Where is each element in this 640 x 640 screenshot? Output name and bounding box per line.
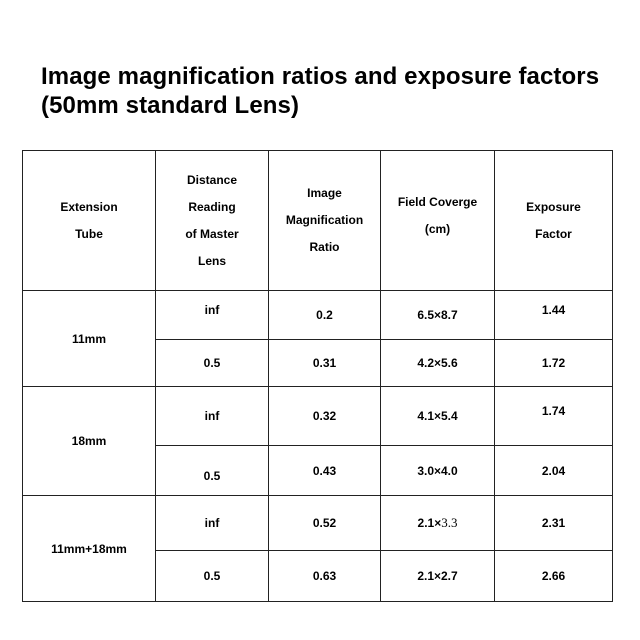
exposure-cell: 1.44 xyxy=(495,291,613,340)
field-cell: 2.1×3.3 xyxy=(381,496,495,551)
header-text: of Master xyxy=(185,226,239,241)
distance-cell: 0.5 xyxy=(156,551,269,602)
header-field-coverage xyxy=(381,151,495,291)
ratio-cell: 0.2 xyxy=(269,291,381,340)
table-row xyxy=(23,291,613,340)
field-cell: 6.5×8.7 xyxy=(381,291,495,340)
tube-cell: 11mm xyxy=(23,291,156,387)
tube-cell: 11mm+18mm xyxy=(23,496,156,602)
header-text: Image xyxy=(307,186,342,200)
distance-cell: 0.5 xyxy=(156,340,269,387)
table-row xyxy=(23,496,613,551)
header-extension-tube xyxy=(23,151,156,291)
title-line-1: Image magnification ratios and exposure factors xyxy=(41,63,600,90)
ratio-cell: 0.52 xyxy=(269,496,381,551)
exposure-cell: 2.31 xyxy=(495,496,613,551)
table-row xyxy=(23,387,613,446)
field-cell: 4.1×5.4 xyxy=(381,387,495,446)
field-cell: 3.0×4.0 xyxy=(381,446,495,496)
title-line-2: (50mm standard Lens) xyxy=(41,92,300,119)
page-title xyxy=(41,62,621,120)
exposure-cell: 1.74 xyxy=(495,387,613,446)
field-cell: 2.1×2.7 xyxy=(381,551,495,602)
ratio-cell: 0.32 xyxy=(269,387,381,446)
ratio-cell: 0.31 xyxy=(269,340,381,387)
ratio-cell: 0.43 xyxy=(269,446,381,496)
exposure-cell: 1.72 xyxy=(495,340,613,387)
header-distance-reading xyxy=(156,151,269,291)
table-header-row xyxy=(23,151,613,291)
distance-cell: 0.5 xyxy=(156,446,269,496)
magnification-table xyxy=(22,150,613,602)
distance-cell: inf xyxy=(156,496,269,551)
ratio-cell: 0.63 xyxy=(269,551,381,602)
header-text: Tube xyxy=(75,226,103,241)
exposure-cell: 2.66 xyxy=(495,551,613,602)
header-text: Extension xyxy=(60,199,118,214)
header-magnification-ratio xyxy=(269,151,381,291)
header-text: Reading xyxy=(188,199,236,214)
header-text: Field Coverge xyxy=(397,194,478,209)
header-text: Magnification xyxy=(285,213,364,227)
distance-cell: inf xyxy=(156,387,269,446)
tube-cell: 18mm xyxy=(23,387,156,496)
header-text: (cm) xyxy=(424,221,451,236)
field-cell: 4.2×5.6 xyxy=(381,340,495,387)
header-text: Factor xyxy=(535,226,572,241)
distance-cell: inf xyxy=(156,291,269,340)
header-text: Exposure xyxy=(526,199,581,214)
header-text: Distance xyxy=(186,172,238,187)
exposure-cell: 2.04 xyxy=(495,446,613,496)
header-exposure-factor xyxy=(495,151,613,291)
header-text: Ratio xyxy=(309,240,340,254)
header-text: Lens xyxy=(197,253,226,268)
